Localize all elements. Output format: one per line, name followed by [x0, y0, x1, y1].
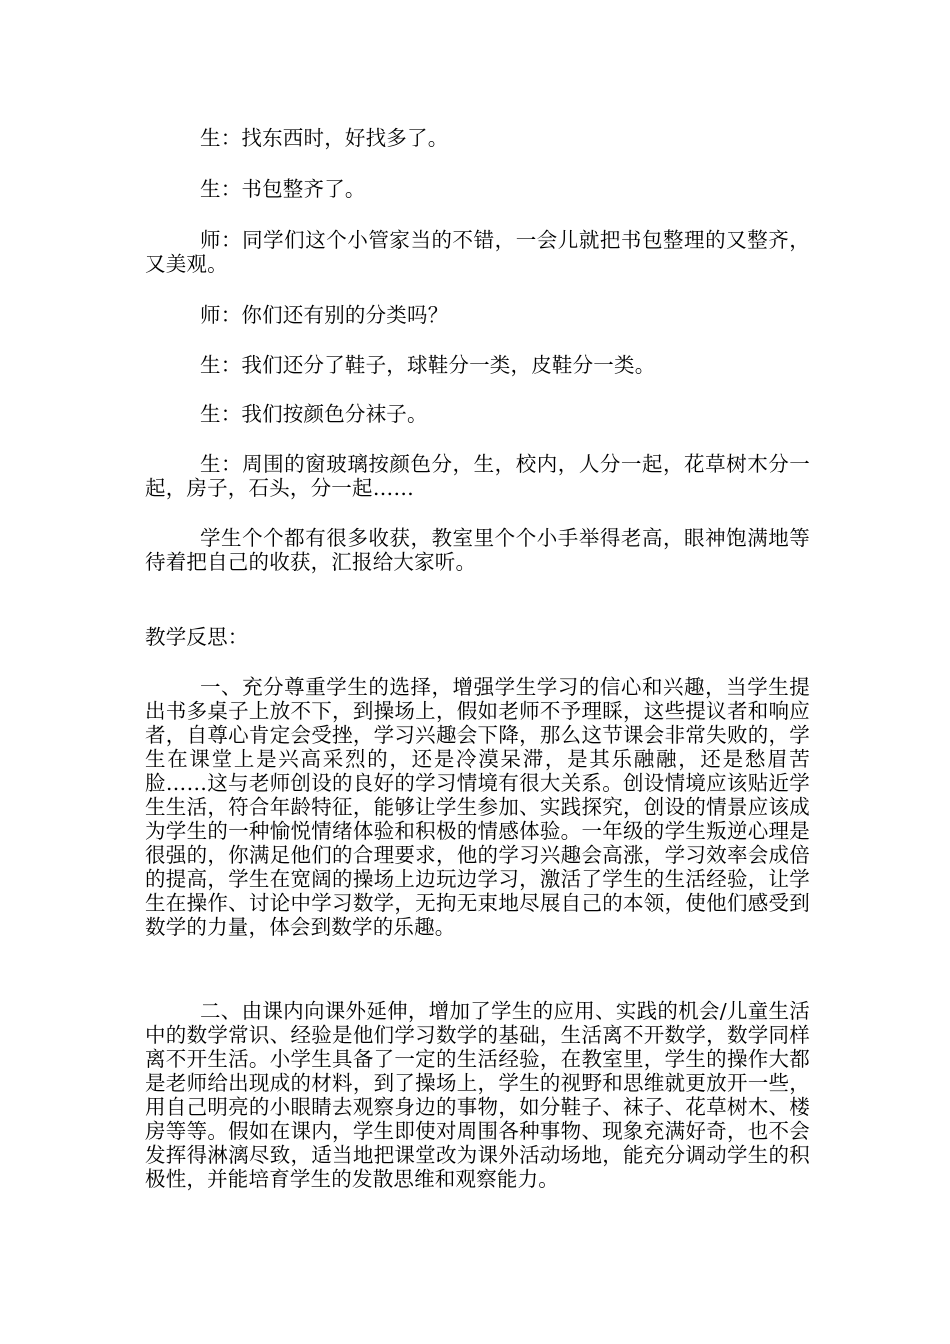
dialogue-line-2: 生：书包整齐了。 — [200, 177, 366, 201]
dialogue-line-3: 师：同学们这个小管家当的不错，一会儿就把书包整理的又整齐，又美观。 — [145, 228, 810, 276]
dialogue-line-6: 生：我们按颜色分袜子。 — [200, 402, 428, 426]
reflection-paragraph-2: 二、由课内向课外延伸，增加了学生的应用、实践的机会/儿童生活中的数学常识、经验是他们学习数学的基础，生活离不开数学，数学同样离不开生活。小学生具备了一定的生活经验，在教室里，学生的操作大都是老师给出现成的材料，到了操场上，学生的视野和思维就更放开一些，用自己明亮的小眼睛去观察身边的事物，如分鞋子、袜子、花草树木、楼房等等。假如在课内，学生即使对周围各种事物、现象充满好奇，也不会发挥得淋漓尽致，适当地把课堂改为课外活动场地，能充分调动学生的积极性，并能培育学生的发散思维和观察能力。 — [145, 999, 810, 1191]
dialogue-line-1: 生：找东西时，好找多了。 — [200, 126, 449, 150]
dialogue-line-4: 师：你们还有别的分类吗？ — [200, 303, 449, 327]
section-heading: 教学反思： — [145, 625, 249, 649]
reflection-paragraph-1: 一、充分尊重学生的选择，增强学生学习的信心和兴趣，当学生提出书多桌子上放不下，到操场上，假如老师不予理睬，这些提议者和响应者，自尊心肯定会受挫，学习兴趣会下降，那么这节课会非常失败的，学生在课堂上是兴高采烈的，还是冷漠呆滞，是其乐融融，还是愁眉苦脸……这与老师创设的良好的学习情境有很大关系。创设情境应该贴近学生生活，符合年龄特征，能够让学生参加、实践探究，创设的情景应该成为学生的一种愉悦情绪体验和积极的情感体验。一年级的学生叛逆心理是很强的，你满足他们的合理要求，他的学习兴趣会高涨，学习效率会成倍的提高，学生在宽阔的操场上边玩边学习，激活了学生的生活经验，让学生在操作、讨论中学习数学，无拘无束地尽展自己的本领，使他们感受到数学的力量，体会到数学的乐趣。 — [145, 675, 810, 939]
dialogue-line-7: 生：周围的窗玻璃按颜色分，生，校内，人分一起，花草树木分一起，房子，石头，分一起…… — [145, 452, 810, 500]
narrative-paragraph: 学生个个都有很多收获，教室里个个小手举得老高，眼神饱满地等待着把自己的收获，汇报给大家听。 — [145, 526, 810, 574]
dialogue-line-5: 生：我们还分了鞋子，球鞋分一类，皮鞋分一类。 — [200, 353, 656, 377]
